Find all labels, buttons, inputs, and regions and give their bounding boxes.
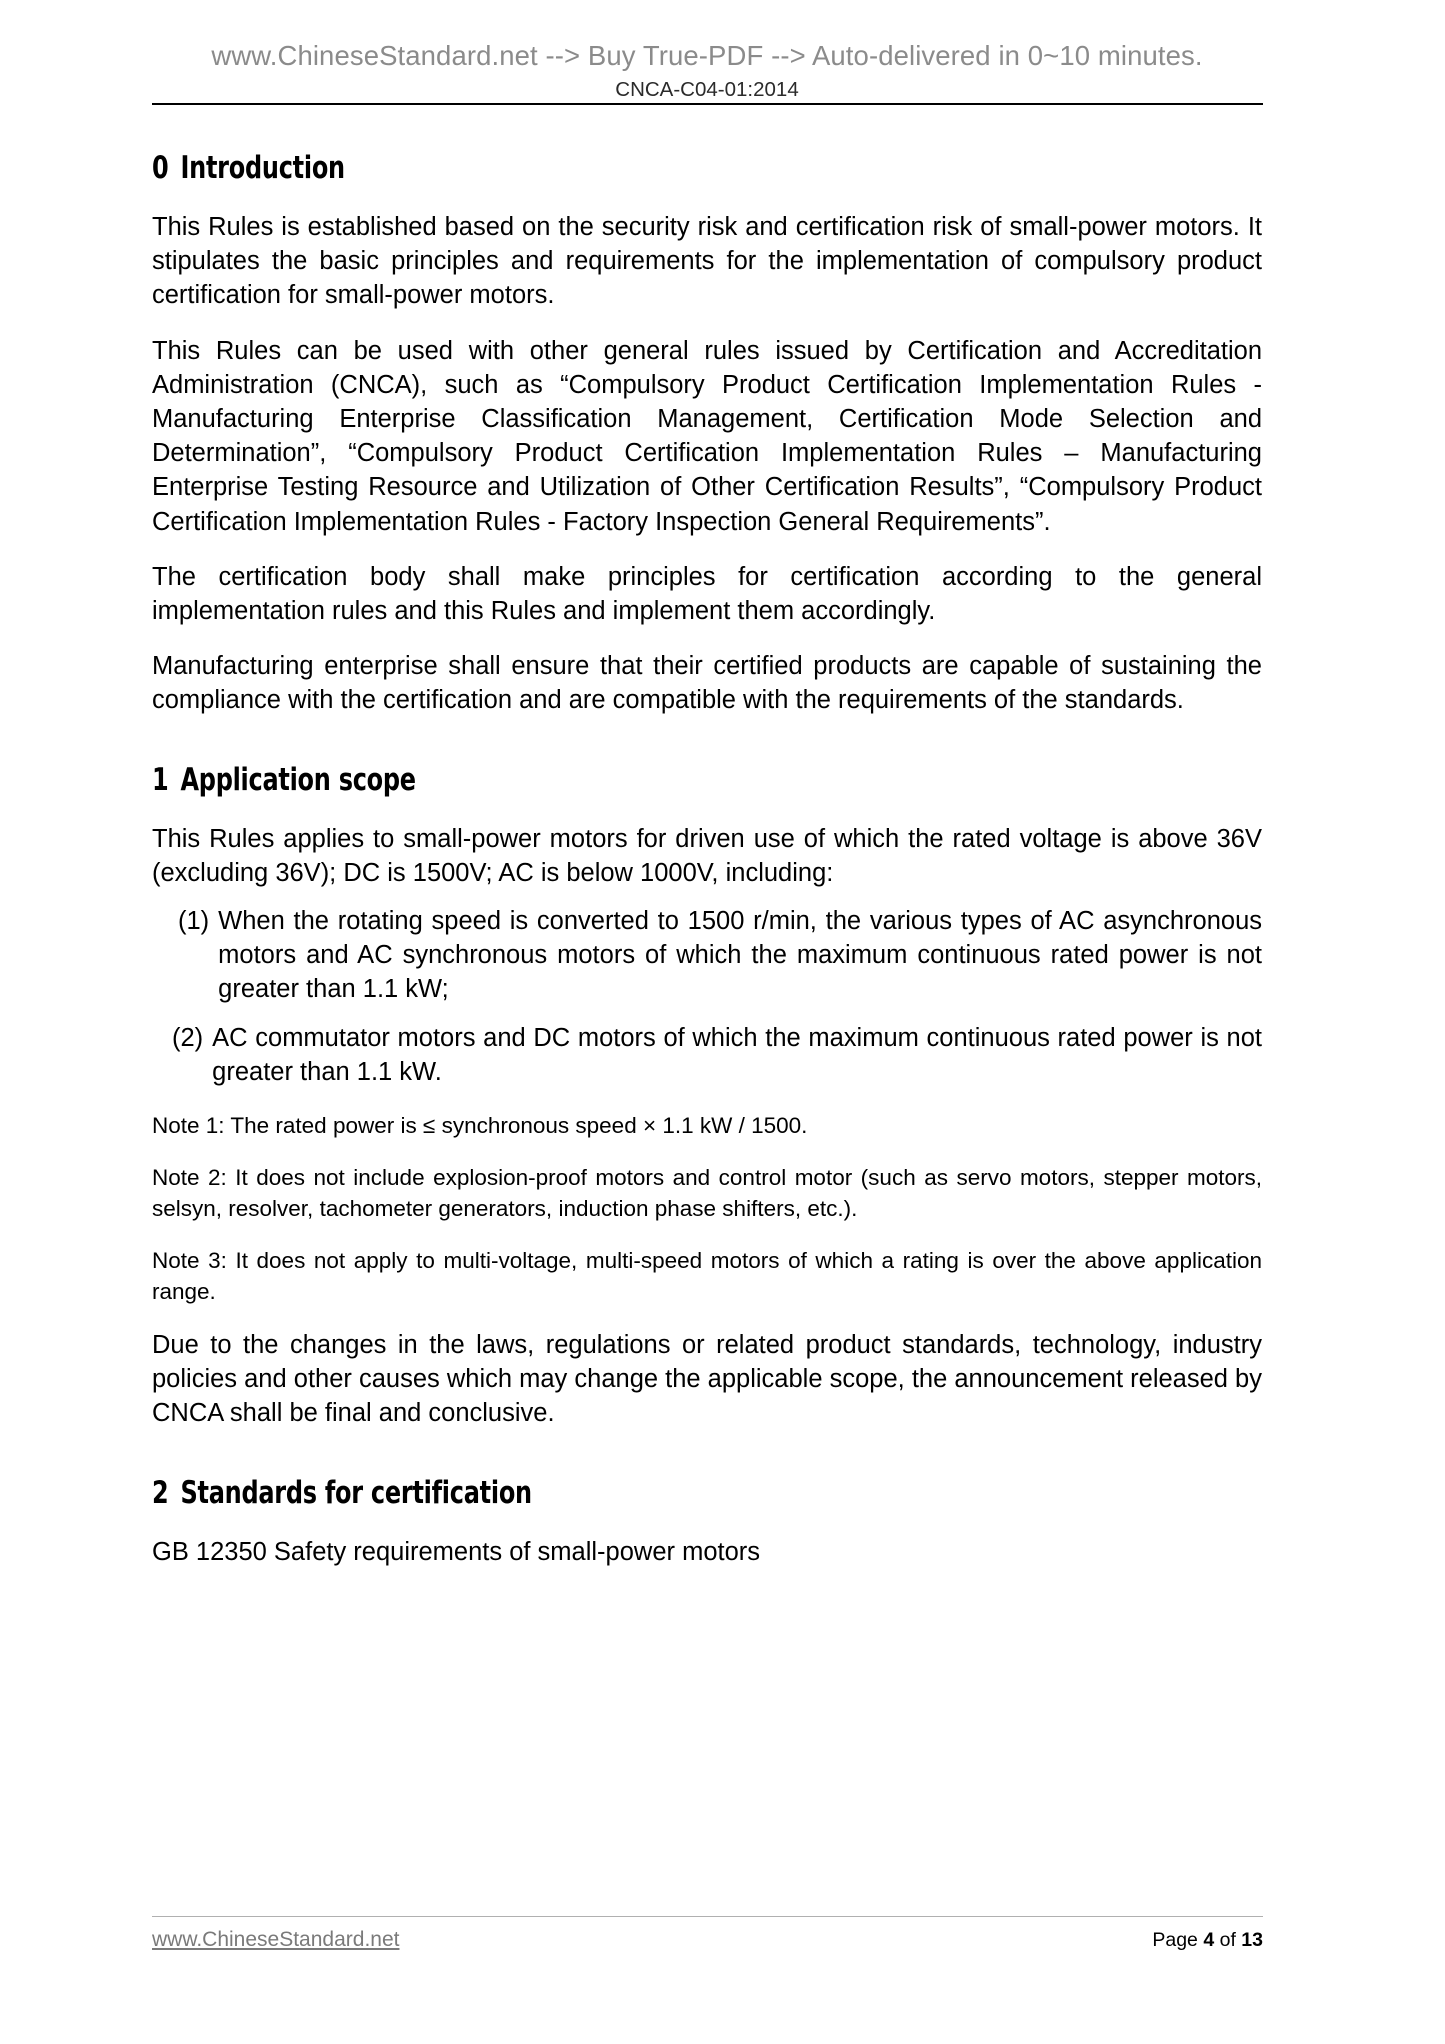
scope-list-item-2 [152, 1021, 1262, 1089]
document-code: CNCA-C04-01:2014 [615, 78, 799, 101]
scope-note-2: Note 2: It does not include explosion-proof motors and control motor (such as servo motors, stepper motors, selsyn, resolver, tachometer generators, induction phase shifters, etc.). [152, 1165, 1262, 1222]
page-indicator [1152, 1929, 1263, 1952]
scope-note-1: Note 1: The rated power is ≤ synchronous speed × 1.1 kW / 1500. [152, 1113, 808, 1139]
scope-list-item-2-text: AC commutator motors and DC motors of which the maximum continuous rated power is not greater than 1.1 kW. [212, 1023, 1262, 1086]
scope-note-3: Note 3: It does not apply to multi-voltage, multi-speed motors of which a rating is over the above application range. [152, 1248, 1262, 1305]
document-body [152, 150, 1262, 1569]
spacer [152, 1511, 1262, 1535]
intro-paragraph-3: The certification body shall make principles for certification according to the general implementation rules and this Rules and implement them accordingly. [152, 562, 1262, 626]
header-divider [152, 103, 1263, 105]
spacer [152, 1089, 1262, 1110]
spacer [152, 798, 1262, 822]
page-indicator-mid: of [1214, 1929, 1242, 1951]
heading-standards-title: Standards for certification [180, 1474, 532, 1511]
heading-application-scope-title: Application scope [180, 761, 416, 798]
spacer [152, 628, 1262, 649]
spacer [152, 313, 1262, 334]
page-indicator-current: 4 [1203, 1929, 1215, 1951]
intro-paragraph-2: This Rules can be used with other general rules issued by Certification and Accreditation Administration (CNCA), such as “Compulsory Product Certification Implementation Rules - Manufacturing Enterprise Classification Management, Certification Mode Selection and Determination”, “Compulsory Product Certification Implementation Rules – Manufacturing Enterprise Testing Resource and Utilization of Other Certification Results”, “Compulsory Product Certification Implementation Rules - Factory Inspection General Requirements”. [152, 336, 1262, 536]
spacer [152, 890, 1262, 904]
page-header [152, 40, 1262, 102]
page-indicator-prefix: Page [1152, 1929, 1204, 1951]
intro-paragraph-4: Manufacturing enterprise shall ensure that their certified products are capable of sustaining the compliance with the certification and are compatible with the requirements of the standards. [152, 652, 1262, 715]
heading-standards-number: 2 [152, 1474, 169, 1511]
intro-paragraph-1: This Rules is established based on the security risk and certification risk of small-power motors. It stipulates the basic principles and requirements for the implementation of compulsory product certification for small-power motors. [152, 213, 1262, 310]
watermark-banner: www.ChineseStandard.net --> Buy True-PDF --> Auto-delivered in 0~10 minutes. [211, 40, 1203, 71]
spacer [152, 539, 1262, 560]
spacer [152, 1224, 1262, 1245]
heading-application-scope [152, 762, 1107, 798]
page-footer [152, 1928, 1263, 1952]
spacer [152, 186, 1262, 210]
scope-final-paragraph: Due to the changes in the laws, regulations or related product standards, technology, industry policies and other causes which may change the applicable scope, the announcement released by CNCA shall be final and conclusive. [152, 1331, 1262, 1428]
scope-list-item-2-marker: (2) [172, 1023, 204, 1052]
spacer [152, 1141, 1262, 1162]
spacer [152, 1431, 1262, 1475]
spacer [152, 718, 1262, 762]
heading-introduction-title: Introduction [180, 150, 345, 186]
standards-paragraph-1: GB 12350 Safety requirements of small-power motors [152, 1537, 761, 1566]
scope-list-item-1-text: When the rotating speed is converted to 1500 r/min, the various types of AC asynchronous motors and AC synchronous motors of which the maximum continuous rated power is not greater than 1.1 kW; [218, 907, 1262, 1004]
heading-introduction [152, 150, 1107, 186]
footer-site-link[interactable]: www.ChineseStandard.net [152, 1928, 400, 1951]
heading-standards-for-certification [152, 1475, 1107, 1511]
scope-list-item-1 [152, 904, 1262, 1007]
scope-paragraph-1: This Rules applies to small-power motors for driven use of which the rated voltage is above 36V (excluding 36V); DC is 1500V; AC is below 1000V, including: [152, 824, 1262, 887]
scope-list-item-1-marker: (1) [178, 907, 210, 936]
page-indicator-total: 13 [1241, 1929, 1263, 1951]
spacer [152, 1007, 1262, 1021]
footer-divider [152, 1916, 1263, 1917]
heading-introduction-number: 0 [152, 150, 169, 186]
spacer [152, 1307, 1262, 1328]
heading-application-scope-number: 1 [152, 761, 169, 798]
